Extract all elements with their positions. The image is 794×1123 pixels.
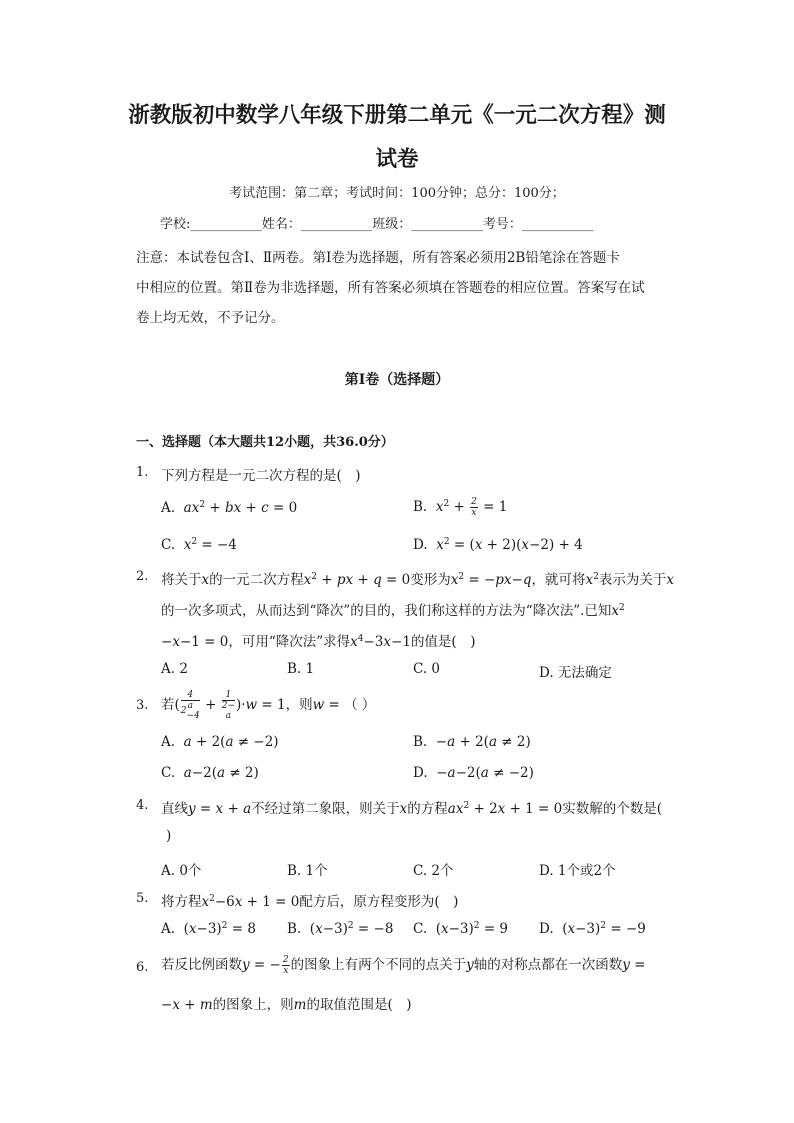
section-title: 第Ⅰ卷（选择题）: [344, 372, 450, 388]
question-number: 6.: [136, 960, 149, 975]
notice-line-1: 注意：本试卷包含Ⅰ、Ⅱ两卷。第Ⅰ卷为选择题，所有答案必须用2B铅笔涂在答题卡: [136, 250, 620, 266]
option-a: A. $ax^2$ + bx + c = 0: [161, 500, 298, 516]
option-a: A. $(x-3)^2 = 8$: [161, 921, 256, 937]
option-c: C. $(x-3)^2 = 9$: [413, 921, 509, 937]
student-fill-line: 学校:___________姓名：___________班级：___________考号：___________: [160, 217, 594, 232]
doc-title-line1: 浙教版初中数学八年级下册第二单元《一元二次方程》测: [128, 103, 666, 128]
question-number: 1.: [136, 465, 149, 480]
option-b: B. 1个: [287, 863, 328, 879]
option-d: D. $(x-3)^2 = -9$: [539, 921, 646, 937]
part-heading: 一、选择题（本大题共12小题，共36.0分）: [136, 435, 394, 450]
option-c: C. a−2(a ≠ 2): [161, 765, 259, 781]
option-b: B. −a + 2(a ≠ 2): [413, 734, 531, 750]
question-stem-line-3: −x−1 = 0，可用“降次法”求得$x^4-3x-1$的值是( ): [161, 634, 476, 650]
option-d: D. $x^2 = (x + 2)(x-2) + 4$: [413, 537, 583, 553]
question-stem: 下列方程是一元二次方程的是( ): [161, 468, 361, 484]
option-b: B. $x^2$ + $\frac{2}{x}$ = 1: [413, 497, 508, 518]
question-stem-line-2: 的一次多项式，从而达到“降次”的目的，我们称这样的方法为“降次法”.已知$x^2$: [161, 603, 625, 619]
notice-line-2: 中相应的位置。第Ⅱ卷为非选择题，所有答案必须填在答题卷的相应位置。答案写在试: [136, 280, 645, 296]
question-number: 5.: [136, 891, 149, 906]
option-c: C. 2个: [413, 863, 454, 879]
question-stem: 若( 4 a $^2$−4 + 1 2− a )·w = 1，则w = （ ）: [161, 690, 376, 721]
question-stem-line-2: −x + m的图象上，则m的取值范围是( ): [161, 997, 412, 1013]
question-stem-line-2: ): [166, 828, 172, 844]
question-number: 3.: [136, 698, 149, 713]
question-stem: 将方程$x^2-6x + 1 = 0$配方后，原方程变形为( ): [161, 894, 459, 910]
option-a: A. a + 2(a ≠ −2): [161, 734, 279, 750]
option-b: B. 1: [287, 661, 315, 677]
option-c: C. $x^2 = -4$: [161, 537, 237, 553]
exam-info: 考试范围：第二章；考试时间：100分钟；总分：100分；: [229, 186, 565, 201]
option-d: D. 无法确定: [539, 665, 612, 681]
question-number: 4.: [136, 798, 149, 813]
question-stem-line-1: 若反比例函数y = − $\frac{2}{x}$ 的图象上有两个不同的点关于y轴的对称点都在一次函数y =: [161, 955, 646, 976]
option-d: D. −a−2(a ≠ −2): [413, 765, 534, 781]
option-d: D. 1个或2个: [539, 863, 616, 879]
question-number: 2.: [136, 569, 149, 584]
option-b: B. $(x-3)^2 = -8$: [287, 921, 394, 937]
question-stem-line-1: 直线y = x + a不经过第二象限，则关于x的方程$ax^2 + 2x + 1 = 0$实数解的个数是(: [161, 801, 663, 817]
doc-title-line2: 试卷: [375, 147, 419, 172]
notice-line-3: 卷上均无效，不予记分。: [136, 310, 285, 326]
option-a: A. 0个: [161, 863, 202, 879]
option-a: A. 2: [161, 661, 188, 677]
option-c: C. 0: [413, 661, 441, 677]
question-stem-line-1: 将关于x的一元二次方程$x^2$ + px + q = 0变形为$x^2 = -px-q$，就可将$x^2$表示为关于x: [161, 572, 674, 588]
